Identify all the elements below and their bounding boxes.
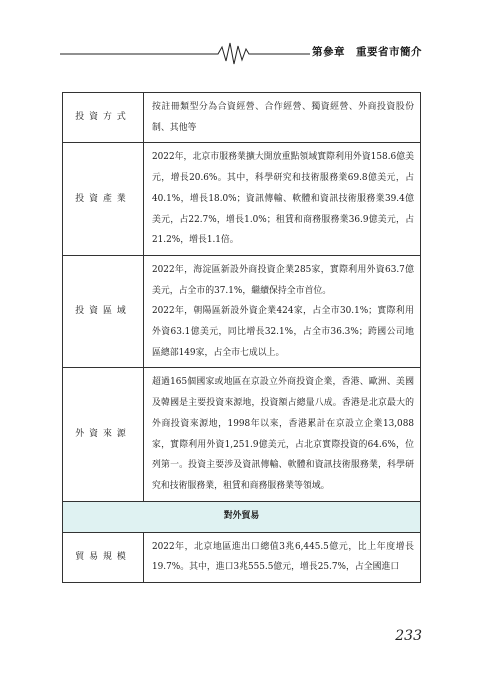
paragraph: 2022年，朝陽區新設外資企業424家，占全市30.1%；實際利用外資63.1億美元，同比增長32.1%，占全市36.3%；跨國公司地區總部149家，占全市七成以上。 xyxy=(152,306,414,358)
table-row xyxy=(63,368,421,501)
row-label: 投資方式 xyxy=(63,93,144,143)
table-row xyxy=(63,93,421,143)
row-content xyxy=(144,368,421,501)
section-title: 對外貿易 xyxy=(63,501,421,532)
section-header-row xyxy=(63,501,421,532)
heartbeat-line-icon xyxy=(60,38,310,66)
row-content xyxy=(144,532,421,582)
row-content xyxy=(144,143,421,256)
row-label: 貿易規模 xyxy=(63,532,144,582)
page-header xyxy=(60,38,422,66)
row-content xyxy=(144,255,421,368)
paragraph: 2022年，海淀區新設外商投資企業285家，實際利用外資63.7億美元，占全市的37.1%，繼續保持全市首位。 xyxy=(152,264,414,296)
row-label: 投資區域 xyxy=(63,255,144,368)
row-content xyxy=(144,93,421,143)
page-number: 233 xyxy=(395,628,422,644)
table-row xyxy=(63,143,421,256)
paragraph: 2022年，北京市服務業擴大開放重點領域實際利用外資158.6億美元，增長20.6%。其中，科學研究和技術服務業69.8億美元，占40.1%，增長18.0%；資訊傳輸、軟體和資訊技術服務業39.4億美元，占22.7%，增長1.0%；租賃和商務服務業36.9億美元，占21.2%，增長1.1倍。 xyxy=(152,152,414,246)
row-label: 外資來源 xyxy=(63,368,144,501)
paragraph: 2022年，北京地區進出口總值3兆6,445.5億元，比上年度增長19.7%。其中，進口3兆555.5億元，增長25.7%，占全國進口 xyxy=(152,541,414,573)
chapter-title: 第參章 重要省市簡介 xyxy=(312,46,422,58)
table-row xyxy=(63,532,421,582)
table-row xyxy=(63,255,421,368)
row-label: 投資產業 xyxy=(63,143,144,256)
paragraph: 按註冊類型分為合資經營、合作經營、獨資經營、外商投資股份制、其他等 xyxy=(152,102,414,133)
paragraph: 超過165個國家或地區在京設立外商投資企業，香港、歐洲、美國及韓國是主要投資來源地，投資額占總量八成。香港是北京最大的外商投資來源地，1998年以來，香港累計在京設立企業13,088家，實際利用外資1,251.9億美元，占北京實際投資的64.6%，位列第一。投資主要涉及資訊傳輸、軟體和資訊技術服務業，科學研究和技術服務業，租賃和商務服務業等領域。 xyxy=(152,377,414,491)
info-table xyxy=(62,92,421,583)
